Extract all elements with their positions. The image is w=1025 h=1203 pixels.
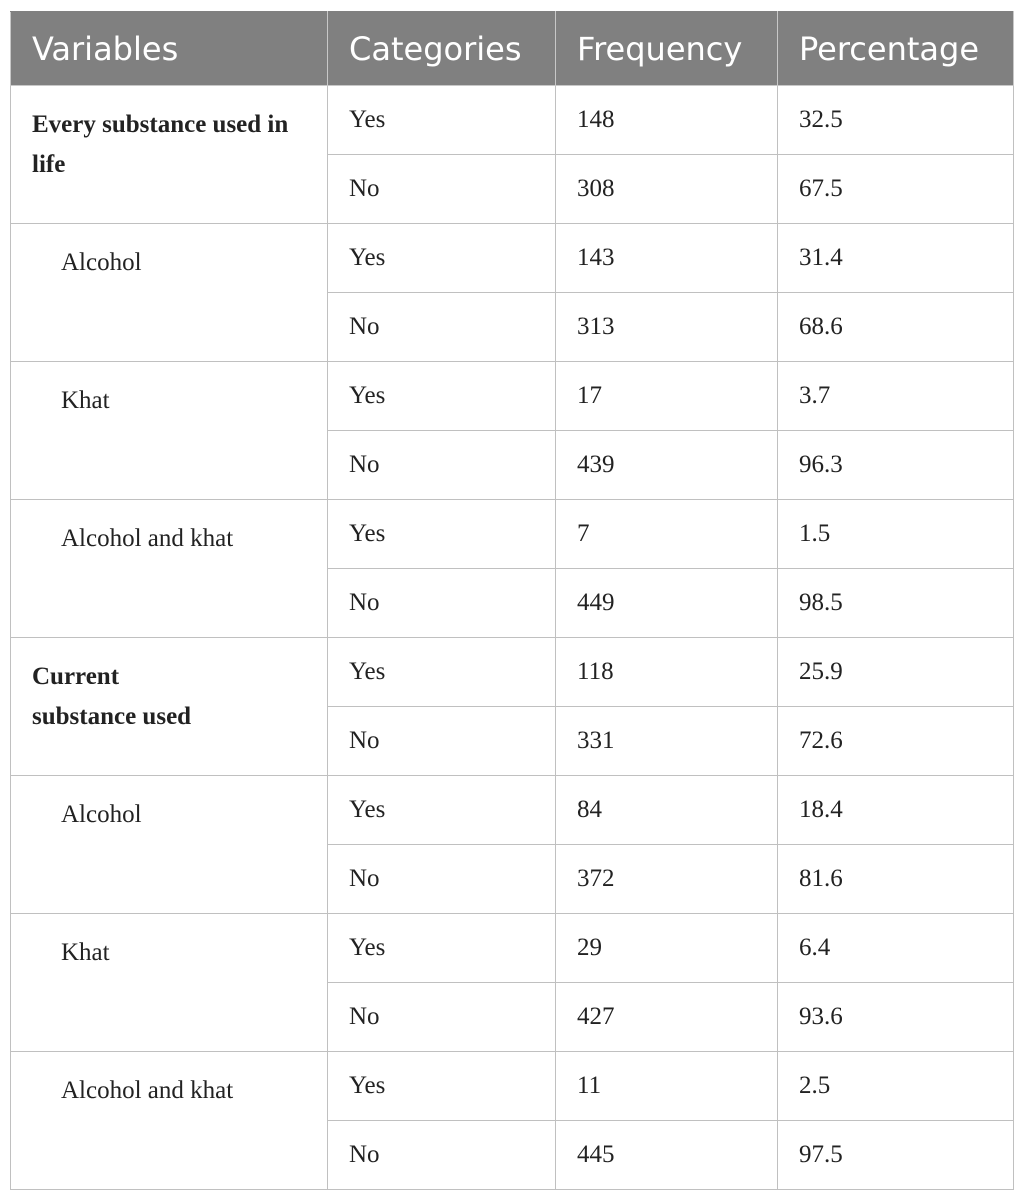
category-cell: No — [328, 983, 556, 1052]
category-cell: Yes — [328, 224, 556, 293]
header-variables: Variables — [11, 12, 328, 86]
table-row — [11, 224, 1014, 293]
percentage-cell: 6.4 — [778, 914, 1014, 983]
frequency-cell: 331 — [556, 707, 778, 776]
frequency-cell: 313 — [556, 293, 778, 362]
substance-use-table — [10, 11, 1014, 1190]
table-row — [11, 914, 1014, 983]
percentage-cell: 97.5 — [778, 1121, 1014, 1190]
table-row — [11, 1052, 1014, 1121]
table-body — [11, 86, 1014, 1190]
category-cell: Yes — [328, 1052, 556, 1121]
percentage-cell: 25.9 — [778, 638, 1014, 707]
percentage-cell: 32.5 — [778, 86, 1014, 155]
frequency-cell: 445 — [556, 1121, 778, 1190]
category-cell: No — [328, 845, 556, 914]
category-cell: Yes — [328, 914, 556, 983]
variable-cell: Alcohol — [11, 776, 328, 914]
variable-cell: Alcohol and khat — [11, 500, 328, 638]
frequency-cell: 372 — [556, 845, 778, 914]
frequency-cell: 439 — [556, 431, 778, 500]
table-row — [11, 362, 1014, 431]
percentage-cell: 72.6 — [778, 707, 1014, 776]
percentage-cell: 2.5 — [778, 1052, 1014, 1121]
category-cell: Yes — [328, 86, 556, 155]
frequency-cell: 427 — [556, 983, 778, 1052]
percentage-cell: 31.4 — [778, 224, 1014, 293]
percentage-cell: 93.6 — [778, 983, 1014, 1052]
category-cell: Yes — [328, 776, 556, 845]
variable-cell: Khat — [11, 914, 328, 1052]
table-header — [11, 12, 1014, 86]
category-cell: No — [328, 431, 556, 500]
variable-cell: Khat — [11, 362, 328, 500]
frequency-cell: 11 — [556, 1052, 778, 1121]
frequency-cell: 118 — [556, 638, 778, 707]
table-row — [11, 86, 1014, 155]
variable-cell: Alcohol and khat — [11, 1052, 328, 1190]
percentage-cell: 18.4 — [778, 776, 1014, 845]
header-row — [11, 12, 1014, 86]
frequency-cell: 308 — [556, 155, 778, 224]
category-cell: Yes — [328, 362, 556, 431]
percentage-cell: 3.7 — [778, 362, 1014, 431]
category-cell: Yes — [328, 638, 556, 707]
variable-cell: Current substance used — [11, 638, 328, 776]
percentage-cell: 67.5 — [778, 155, 1014, 224]
frequency-cell: 449 — [556, 569, 778, 638]
category-cell: No — [328, 1121, 556, 1190]
frequency-cell: 84 — [556, 776, 778, 845]
header-frequency: Frequency — [556, 12, 778, 86]
frequency-cell: 148 — [556, 86, 778, 155]
header-categories: Categories — [328, 12, 556, 86]
category-cell: No — [328, 569, 556, 638]
frequency-cell: 17 — [556, 362, 778, 431]
variable-cell: Every substance used in life — [11, 86, 328, 224]
percentage-cell: 96.3 — [778, 431, 1014, 500]
frequency-cell: 143 — [556, 224, 778, 293]
percentage-cell: 1.5 — [778, 500, 1014, 569]
table-row — [11, 776, 1014, 845]
variable-cell: Alcohol — [11, 224, 328, 362]
category-cell: No — [328, 293, 556, 362]
table-row — [11, 638, 1014, 707]
frequency-cell: 29 — [556, 914, 778, 983]
frequency-cell: 7 — [556, 500, 778, 569]
table-row — [11, 500, 1014, 569]
percentage-cell: 68.6 — [778, 293, 1014, 362]
category-cell: Yes — [328, 500, 556, 569]
percentage-cell: 98.5 — [778, 569, 1014, 638]
category-cell: No — [328, 707, 556, 776]
header-percentage: Percentage — [778, 12, 1014, 86]
percentage-cell: 81.6 — [778, 845, 1014, 914]
category-cell: No — [328, 155, 556, 224]
